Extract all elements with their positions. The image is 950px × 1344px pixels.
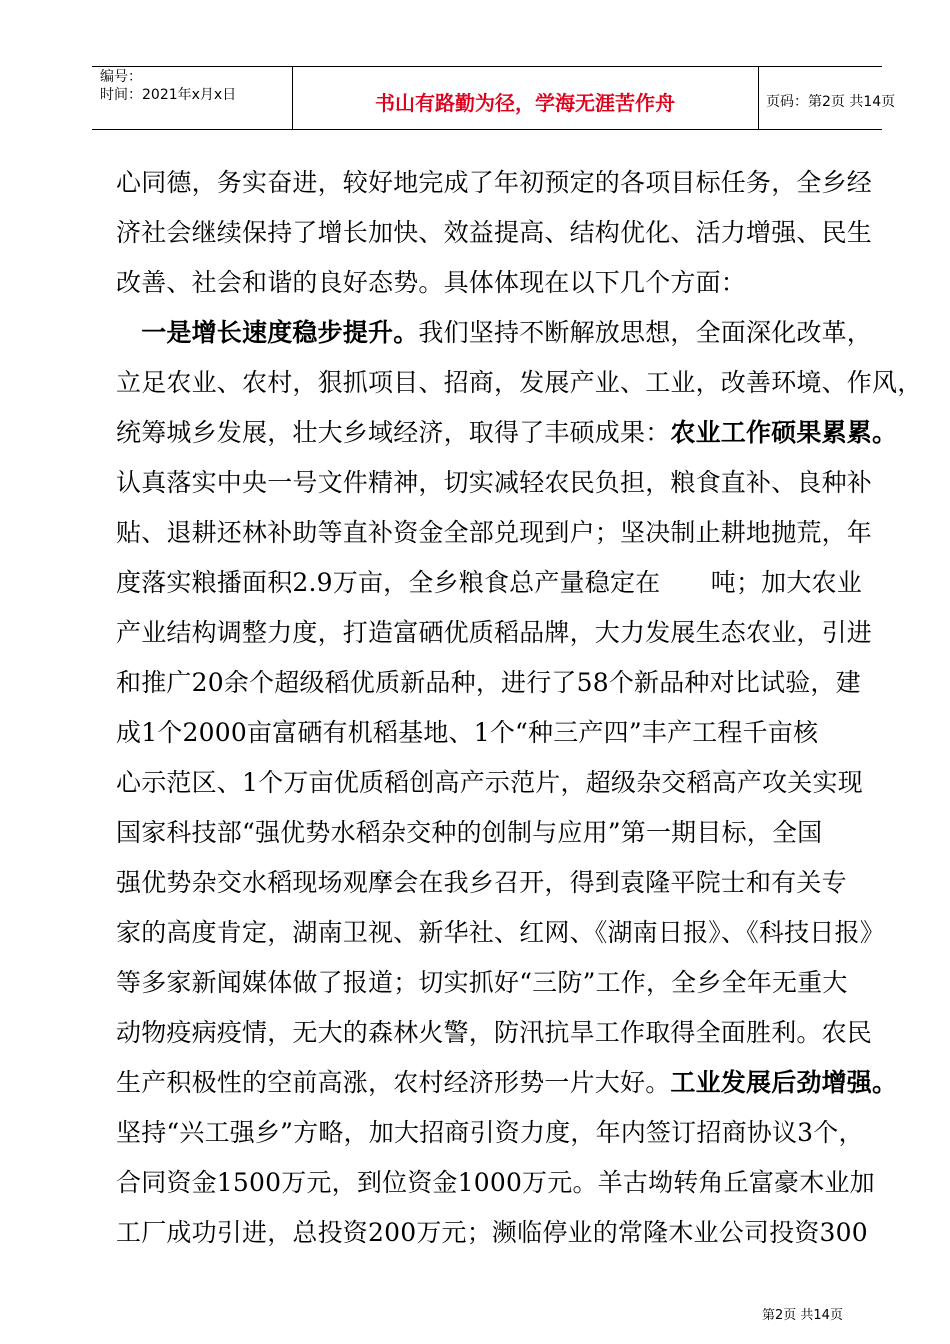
body-text-span: 成1个2000亩富硒有机稻基地、1个“种三产四”丰产工程千亩核 [116, 718, 819, 747]
text-line [116, 508, 876, 558]
text-line [116, 1158, 876, 1208]
text-line [116, 558, 876, 608]
bold-heading-text: 工业发展后劲增强。 [670, 1068, 898, 1097]
text-line [116, 908, 885, 958]
text-line [116, 308, 876, 358]
bold-heading-text: 农业工作硕果累累。 [670, 418, 898, 447]
document-body [116, 158, 923, 1258]
body-text-span: 立足农业、农村，狠抓项目、招商，发展产业、工业，改善环境、作风， [116, 368, 923, 397]
footer-page-info: 第2页 共14页 [762, 1308, 843, 1323]
body-text-span: 心同德，务实奋进，较好地完成了年初预定的各项目标任务，全乡经 [116, 168, 873, 197]
text-line [116, 808, 876, 858]
text-line [116, 958, 876, 1008]
body-text-span: 心示范区、1个万亩优质稻创高产示范片，超级杂交稻高产攻关实现 [116, 768, 863, 797]
text-line [116, 708, 876, 758]
text-line [116, 1008, 876, 1058]
text-line [116, 1058, 898, 1108]
text-line [116, 358, 923, 408]
body-text-span: 生产积极性的空前高涨，农村经济形势一片大好。 [116, 1068, 671, 1097]
bold-heading-text: 一是增长速度稳步提升。 [116, 318, 419, 347]
body-text-span: 国家科技部“强优势水稻杂交种的创制与应用”第一期目标，全国 [116, 818, 823, 847]
header-page-info: 页码：第2页 共14页 [766, 94, 896, 110]
text-line [116, 1208, 876, 1258]
page-header [92, 66, 896, 130]
body-text-span: 济社会继续保持了增长加快、效益提高、结构优化、活力增强、民生 [116, 218, 873, 247]
body-text-span: 产业结构调整力度，打造富硒优质稻品牌，大力发展生态农业，引进 [116, 618, 873, 647]
header-meta-cell [92, 67, 293, 129]
body-text-span: 认真落实中央一号文件精神，切实减轻农民负担，粮食直补、良种补 [116, 468, 873, 497]
body-text-span: 我们坚持不断解放思想，全面深化改革， [418, 318, 873, 347]
body-text-span: 改善、社会和谐的良好态势。具体体现在以下几个方面： [116, 268, 747, 297]
text-line [116, 608, 876, 658]
body-text-span: 家的高度肯定，湖南卫视、新华社、红网、《湖南日报》、《科技日报》 [116, 918, 885, 947]
body-text-span: 统筹城乡发展，壮大乡域经济，取得了丰硕成果： [116, 418, 671, 447]
body-text-span: 动物疫病疫情，无大的森林火警，防汛抗旱工作取得全面胜利。农民 [116, 1018, 873, 1047]
header-motto: 书山有路勤为径，学海无涯苦作舟 [375, 91, 675, 115]
text-line [116, 158, 876, 208]
text-line [116, 208, 876, 258]
text-line [116, 458, 876, 508]
header-motto-cell [292, 67, 759, 129]
body-text-span: 合同资金1500万元，到位资金1000万元。羊古坳转角丘富豪木业加 [116, 1168, 875, 1197]
text-line [116, 258, 876, 308]
text-line [116, 408, 898, 458]
header-number-label: 编号： [100, 69, 142, 85]
text-line [116, 858, 876, 908]
body-text-span: 坚持“兴工强乡”方略，加大招商引资力度，年内签订招商协议3个， [116, 1118, 864, 1147]
text-line [116, 758, 876, 808]
text-line [116, 658, 876, 708]
body-text-span: 强优势杂交水稻现场观摩会在我乡召开，得到袁隆平院士和有关专 [116, 868, 847, 897]
body-text-span: 工厂成功引进，总投资200万元；濒临停业的常隆木业公司投资300 [116, 1218, 868, 1247]
header-page-cell [758, 67, 896, 129]
body-text-span: 和推广20余个超级稻优质新品种，进行了58个新品种对比试验，建 [116, 668, 861, 697]
header-time-label: 时间：2021年x月x日 [100, 87, 237, 103]
body-text-span: 等多家新闻媒体做了报道；切实抓好“三防”工作，全乡全年无重大 [116, 968, 848, 997]
text-line [116, 1108, 876, 1158]
body-text-span: 贴、退耕还林补助等直补资金全部兑现到户；坚决制止耕地抛荒，年 [116, 518, 873, 547]
body-text-span: 度落实粮播面积2.9万亩，全乡粮食总产量稳定在 吨；加大农业 [116, 568, 862, 597]
